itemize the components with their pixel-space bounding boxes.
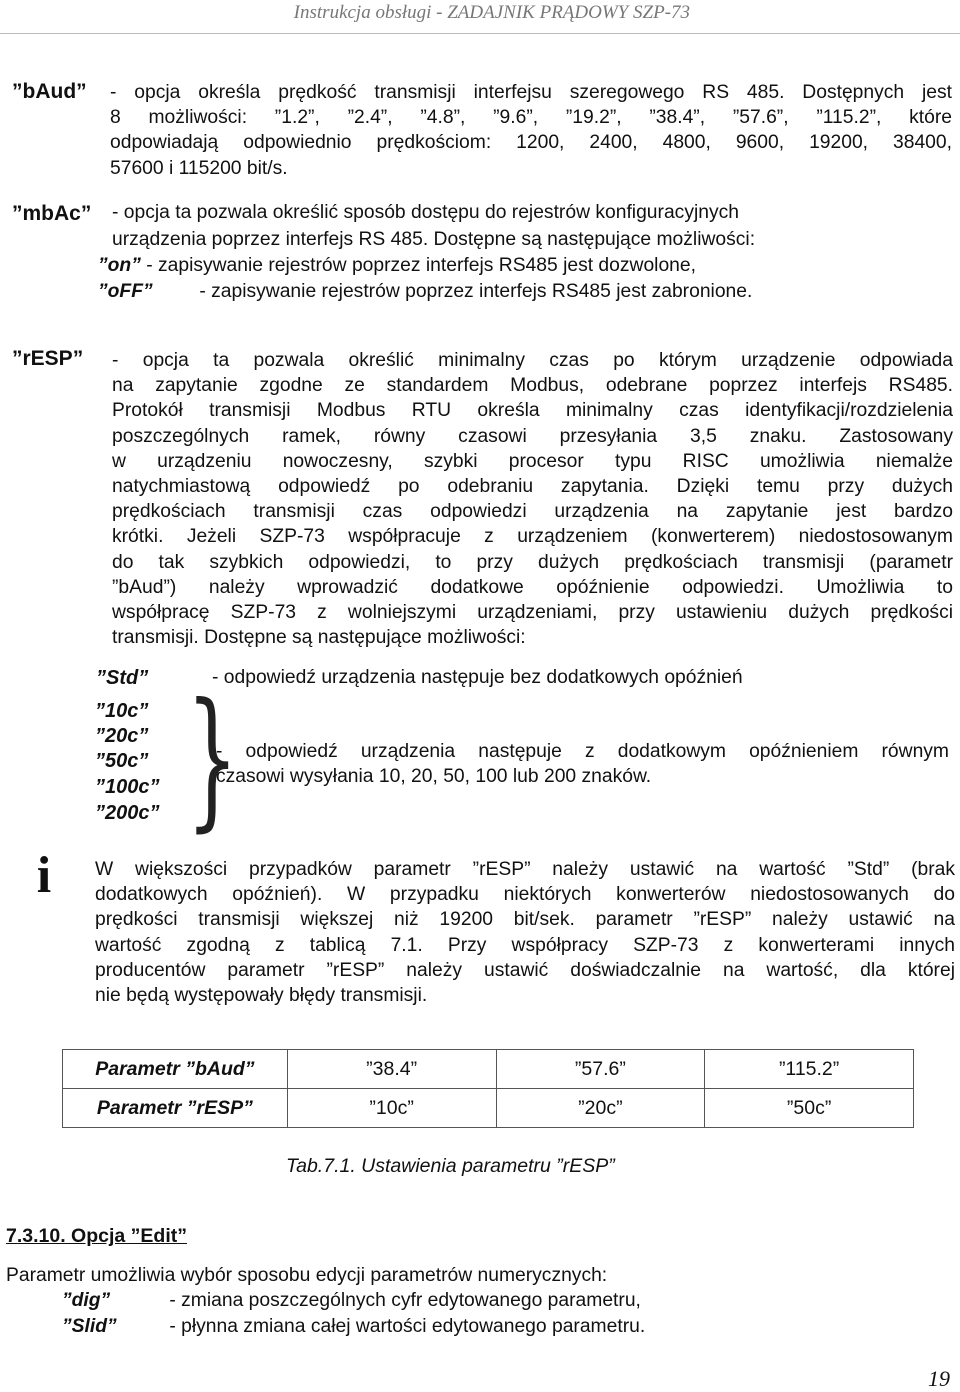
- edit-option-desc: - zmiana poszczególnych cyfr edytowanego parametru,: [169, 1290, 641, 1311]
- delay-option: ”200c”: [95, 802, 160, 824]
- table-caption: Tab.7.1. Ustawienia parametru ”rESP”: [286, 1155, 615, 1177]
- edit-option: [62, 1290, 641, 1312]
- baud-line: - opcja określa prędkość transmisji interfejsu szeregowego RS 485. Dostępnych jest: [110, 82, 952, 103]
- delay-option: ”100c”: [95, 776, 160, 798]
- std-desc: - odpowiedź urządzenia następuje bez dodatkowych opóźnień: [212, 667, 743, 688]
- resp-line: w urządzeniu nowoczesny, szybki procesor typu RISC umożliwia niemalże: [112, 450, 953, 472]
- edit-option-term: ”dig”: [62, 1290, 111, 1311]
- table-cell: ”50c”: [705, 1089, 914, 1128]
- info-icon: [26, 852, 62, 896]
- table-row: [63, 1089, 914, 1128]
- resp-description: [112, 348, 953, 650]
- edit-option-desc: - płynna zmiana całej wartości edytowanego parametru.: [169, 1316, 646, 1337]
- table-row: [63, 1050, 914, 1089]
- std-term: ”Std”: [96, 667, 149, 689]
- table-cell: ”38.4”: [287, 1050, 496, 1089]
- mbac-option-on: [98, 255, 696, 277]
- resp-line: prędkościach transmisji czas odpowiedzi urządzenia na zapytanie jest bardzo: [112, 501, 953, 523]
- info-line: prędkości transmisji większej niż 19200 bit/sek. parametr ”rESP” należy ustawić na: [95, 909, 955, 931]
- mbac-term: ”mbAc”: [12, 202, 92, 225]
- resp-line: współpracę SZP-73 z wolniejszymi urządzeniami, przy ustawieniu dużych prędkości: [112, 602, 953, 624]
- curly-brace: }: [186, 672, 239, 846]
- table-cell: ”57.6”: [496, 1050, 705, 1089]
- header-rule: [0, 33, 960, 34]
- resp-line: transmisji. Dostępne są następujące możliwości:: [112, 627, 526, 649]
- on-desc: - zapisywanie rejestrów poprzez interfejs RS485 jest dozwolone,: [146, 255, 696, 276]
- delay-desc-line: - odpowiedź urządzenia następuje z dodatkowym opóźnieniem równym: [216, 741, 949, 762]
- table-cell: ”115.2”: [705, 1050, 914, 1089]
- delay-desc-line: czasowi wysyłania 10, 20, 50, 100 lub 200 znaków.: [216, 766, 652, 788]
- section-intro: Parametr umożliwia wybór sposobu edycji parametrów numerycznych:: [6, 1265, 608, 1286]
- info-line: W większości przypadków parametr ”rESP” należy ustawić na wartość ”Std” (brak: [95, 859, 955, 880]
- info-line: nie będą występowały błędy transmisji.: [95, 985, 428, 1007]
- resp-line: - opcja ta pozwala określić minimalny czas po którym urządzenie odpowiada: [112, 350, 953, 371]
- mbac-line: - opcja ta pozwala określić sposób dostępu do rejestrów konfiguracyjnych: [112, 202, 739, 223]
- resp-line: do tak szybkich odpowiedzi, to przy dużych prędkościach transmisji (parametr: [112, 551, 953, 573]
- baud-description: [110, 80, 952, 181]
- edit-option: [62, 1316, 645, 1338]
- resp-line: poszczególnych ramek, równy czasowi przesyłania 3,5 znaku. Zastosowany: [112, 425, 953, 447]
- delay-description: [216, 739, 949, 789]
- settings-table: [62, 1049, 914, 1128]
- table-cell: ”10c”: [287, 1089, 496, 1128]
- off-desc: - zapisywanie rejestrów poprzez interfejs RS485 jest zabronione.: [199, 281, 753, 302]
- delay-option: ”20c”: [95, 725, 149, 747]
- resp-line: natychmiastową odpowiedź po odebraniu zapytania. Dzięki temu przy dużych: [112, 476, 953, 498]
- resp-line: ”bAud”) należy wprowadzić dodatkowe opóźnienie odpowiedzi. Umożliwia to: [112, 576, 953, 598]
- resp-term: ”rESP”: [12, 347, 84, 370]
- delay-option: ”50c”: [95, 750, 149, 772]
- info-note: [95, 857, 955, 1008]
- table-row-label: Parametr ”bAud”: [63, 1050, 288, 1089]
- page-number: 19: [928, 1366, 950, 1391]
- delay-option: ”10c”: [95, 700, 149, 722]
- off-term: ”oFF”: [98, 281, 153, 302]
- resp-line: krótki. Jeżeli SZP-73 współpracuje z urządzeniem (konwerterem) niedostosowanym: [112, 526, 953, 548]
- baud-term: ”bAud”: [12, 80, 87, 103]
- table-cell: ”20c”: [496, 1089, 705, 1128]
- edit-option-term: ”Slid”: [62, 1316, 117, 1337]
- info-icon-glyph: i: [36, 852, 52, 896]
- table-row-label: Parametr ”rESP”: [63, 1089, 288, 1128]
- info-line: dodatkowych opóźnień). W przypadku niektórych konwerterów niedostosowanych do: [95, 884, 955, 906]
- mbac-option-off: [98, 281, 752, 303]
- info-line: wartość zgodną z tablicą 7.1. Przy współpracy SZP-73 z konwerterami innych: [95, 934, 955, 956]
- section-heading: 7.3.10. Opcja ”Edit”: [6, 1225, 187, 1247]
- baud-line: 8 możliwości: ”1.2”, ”2.4”, ”4.8”, ”9.6”, ”19.2”, ”38.4”, ”57.6”, ”115.2”, które: [110, 107, 952, 129]
- resp-line: Protokół transmisji Modbus RTU określa minimalny czas identyfikacji/rozdzielenia: [112, 400, 953, 422]
- mbac-line: urządzenia poprzez interfejs RS 485. Dostępne są następujące możliwości:: [112, 229, 756, 250]
- page-header-title: Instrukcja obsługi - ZADAJNIK PRĄDOWY SZP-73: [293, 2, 690, 23]
- baud-line: 57600 i 115200 bit/s.: [110, 157, 288, 179]
- resp-line: na zapytanie zgodne ze standardem Modbus, odebrane poprzez interfejs RS485.: [112, 375, 953, 397]
- baud-line: odpowiadają odpowiednio prędkościom: 1200, 2400, 4800, 9600, 19200, 38400,: [110, 132, 952, 154]
- on-term: ”on”: [98, 255, 141, 276]
- info-line: producentów parametr ”rESP” należy ustawić doświadczalnie na wartość, dla której: [95, 959, 955, 981]
